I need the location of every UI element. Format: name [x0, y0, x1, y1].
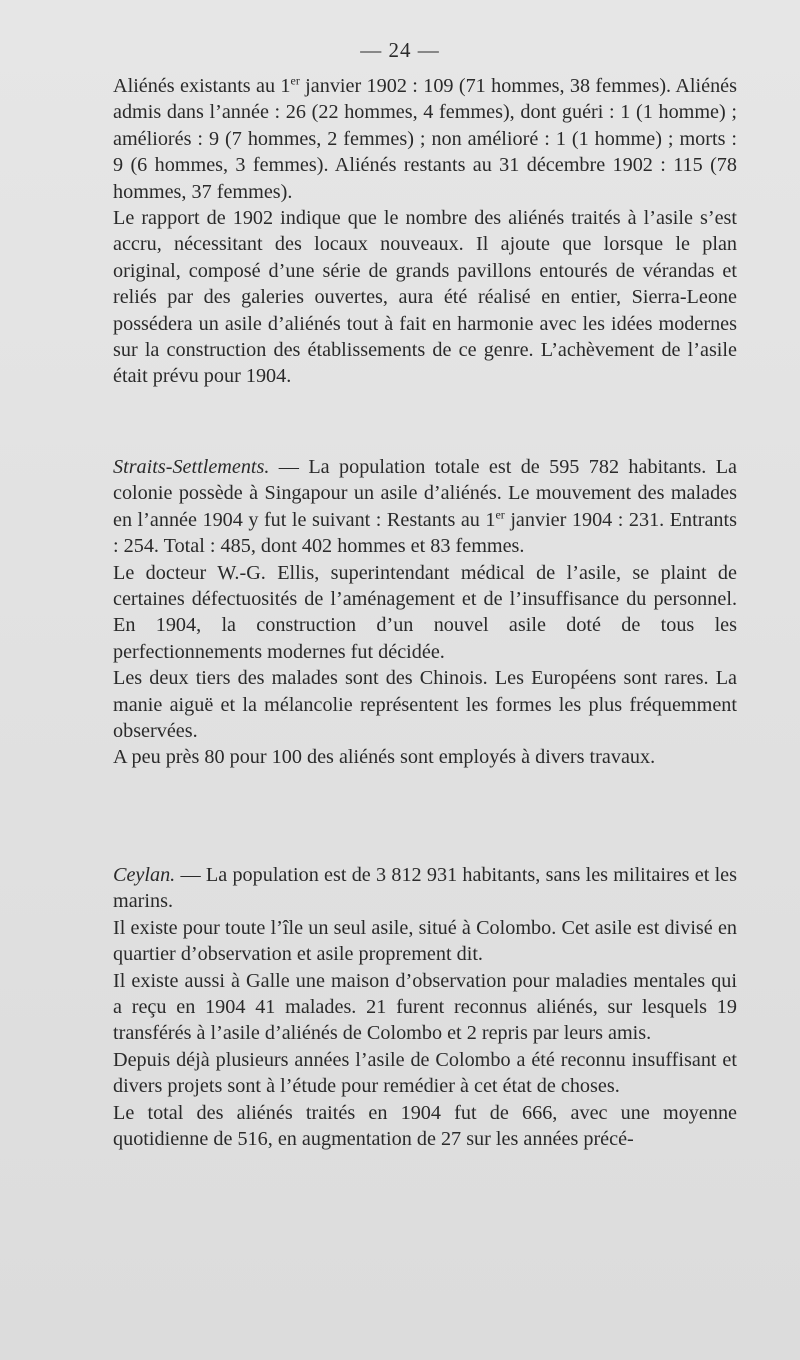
section-title: Straits-Settlements.	[113, 456, 270, 478]
paragraph: Les deux tiers des malades sont des Chinois. Les Européens sont rares. La manie aiguë et la mélancolie représentent les formes les plus fréquemment observées.	[113, 667, 737, 743]
paragraph: Il existe pour toute l’île un seul asile, situé à Colombo. Cet asile est divisé en quartier d’observation et asile proprement dit.	[113, 916, 737, 966]
paragraph: Le total des aliénés traités en 1904 fut de 666, avec une moyenne quotidienne de 516, en augmentation de 27 sur les années précé-	[113, 1101, 737, 1151]
paragraph: Straits-Settlements. — La population totale est de 595 782 habitants. La colonie possède à Singapour un asile d’aliénés. Le mouvement des malades en l’année 1904 y fut le suivant : Restants au 1er janvier 1904 : 231. Entrants : 254. Total : 485, dont 402 hommes et 83 femmes.	[113, 456, 737, 558]
paragraph: Il existe aussi à Galle une maison d’observation pour maladies mentales qui a reçu en 1904 41 malades. 21 furent reconnus aliénés, sur lesquels 19 transférés à l’asile d’aliénés de Colombo et 2 repris par leurs amis.	[113, 969, 737, 1045]
paragraph: Le rapport de 1902 indique que le nombre des aliénés traités à l’asile s’est accru, nécessitant des locaux nouveaux. Il ajoute que lorsque le plan original, composé d’une série de grands pavillons entourés de vérandas et reliés par des galeries ouvertes, aura été réalisé en entier, Sierra-Leone possédera un asile d’aliénés tout à fait en harmonie avec les idées modernes sur la construction des établissements de ce genre. L’achèvement de l’asile était prévu pour 1904.	[113, 207, 737, 388]
paragraph: A peu près 80 pour 100 des aliénés sont employés à divers travaux.	[113, 746, 656, 769]
ceylan-section	[113, 862, 737, 1152]
paragraph: Ceylan. — La population est de 3 812 931 habitants, sans les militaires et les marins.	[113, 864, 737, 913]
sierra-leone-section	[113, 73, 737, 390]
paragraph: Depuis déjà plusieurs années l’asile de Colombo a été reconnu insuffisant et divers projets sont à l’étude pour remédier à cet état de choses.	[113, 1048, 737, 1098]
page-number: — 24 —	[360, 38, 440, 62]
paragraph: Le docteur W.-G. Ellis, superintendant médical de l’asile, se plaint de certaines défectuosités de l’aménagement et de l’insuffisance du personnel. En 1904, la construction d’un nouvel asile doté de tous les perfectionnements modernes fut décidée.	[113, 561, 737, 663]
straits-settlements-section	[113, 454, 737, 771]
paragraph: Aliénés existants au 1er janvier 1902 : 109 (71 hommes, 38 femmes). Aliénés admis dans l’année : 26 (22 hommes, 4 femmes), dont guéri : 1 (1 homme) ; améliorés : 9 (7 hommes, 2 femmes) ; non amélioré : 1 (1 homme) ; morts : 9 (6 hommes, 3 femmes). Aliénés restants au 31 décembre 1902 : 115 (78 hommes, 37 femmes).	[113, 73, 738, 203]
section-title: Ceylan.	[113, 864, 176, 886]
